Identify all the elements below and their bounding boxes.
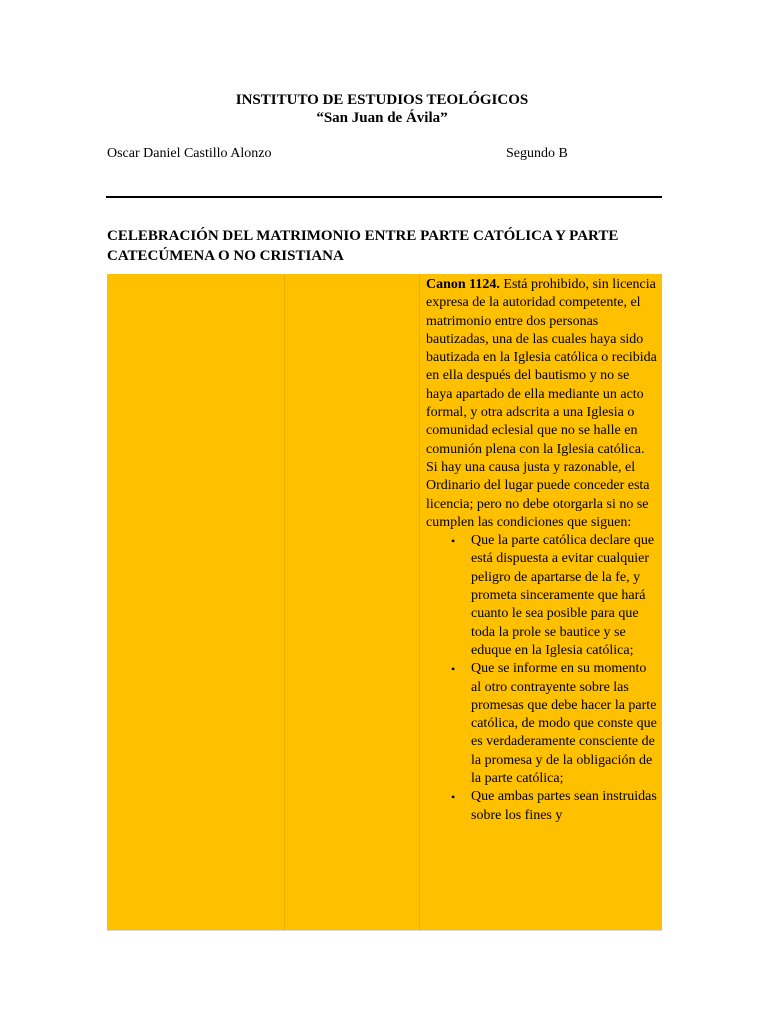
- list-item: [426, 532, 658, 660]
- student-name: Oscar Daniel Castillo Alonzo: [107, 146, 272, 161]
- conditions-list: [426, 532, 658, 825]
- condition-text: Que se informe en su momento al otro contrayente sobre las promesas que debe hacer la parte católica, de modo que conste que es verdaderamente consciente de la promesa y de la obligación de la parte católica;: [471, 661, 657, 787]
- section-title: CELEBRACIÓN DEL MATRIMONIO ENTRE PARTE CATÓLICA Y PARTE CATECÚMENA O NO CRISTIANA: [107, 228, 619, 264]
- list-item: [426, 660, 658, 788]
- canon-text: Está prohibido, sin licencia expresa de la autoridad competente, el matrimonio entre dos personas bautizadas, una de las cuales haya sido bautizada en la Iglesia católica o recibida en ella después del bautismo y no se haya apartado de ella mediante un acto formal, y otra adscrita a una Iglesia o comunidad eclesial que no se halle en comunión plena con la Iglesia católica.: [426, 277, 657, 457]
- group-label: Segundo B: [506, 146, 568, 161]
- institute-subtitle: “San Juan de Ávila”: [316, 110, 448, 126]
- horizontal-rule: [106, 196, 662, 198]
- list-item: [426, 788, 658, 825]
- bullet-icon: •: [451, 662, 456, 677]
- canon-number: Canon 1124.: [426, 277, 500, 292]
- canon-cell: [426, 276, 658, 825]
- column-divider: [419, 274, 420, 930]
- condition-text: Que ambas partes sean instruidas sobre los fines y: [471, 789, 657, 823]
- bullet-icon: •: [451, 790, 456, 805]
- institute-title: INSTITUTO DE ESTUDIOS TEOLÓGICOS: [235, 92, 529, 108]
- column-divider: [284, 274, 285, 930]
- canon-paragraph: [426, 276, 658, 459]
- condition-text: Que la parte católica declare que está dispuesta a evitar cualquier peligro de apartarse de la fe, y prometa sinceramente que hará cuanto le sea posible para que toda la prole se bautice y se eduque en la Iglesia católica;: [471, 533, 655, 658]
- license-paragraph: Si hay una causa justa y razonable, el Ordinario del lugar puede conceder esta licencia; pero no debe otorgarla si no se cumplen las condiciones que siguen:: [426, 459, 650, 530]
- bullet-icon: •: [451, 534, 456, 549]
- canon-table: [107, 274, 662, 931]
